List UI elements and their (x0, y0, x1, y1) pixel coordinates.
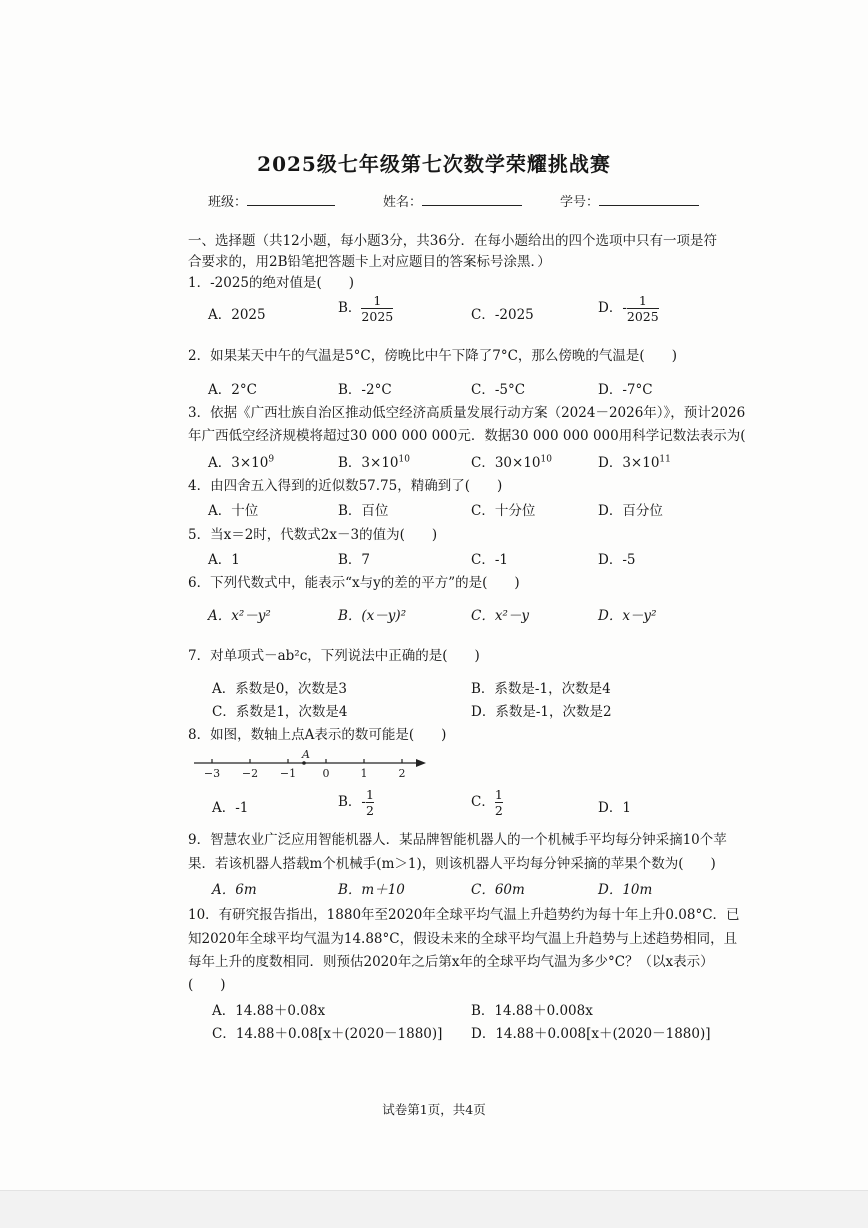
q1-stem: 1．-2025的绝对值是( ) (188, 275, 355, 291)
q8-option-c-fraction (495, 788, 503, 817)
q1-option-a: A．2025 (208, 307, 266, 323)
number-line-tick-label: 2 (398, 767, 406, 780)
q3-stem-line2: 年广西低空经济规模将超过30 000 000 000元．数据30 000 000 000用科学记数法表示为( (188, 428, 746, 444)
name-label: 姓名： (383, 195, 423, 210)
number-line-tick-label: −2 (241, 767, 259, 780)
q10-option-a: A．14.88＋0.08x (212, 1003, 326, 1019)
q10-stem-line4: ( ) (188, 977, 226, 993)
fraction-numerator: 1 (365, 787, 374, 802)
class-label: 班级： (208, 195, 248, 210)
q8-stem: 8．如图，数轴上点A表示的数可能是( ) (188, 727, 447, 743)
q7-option-b: B．系数是-1，次数是4 (471, 681, 611, 697)
q9-option-c: C．60m (471, 882, 525, 898)
q3-option-d (598, 451, 671, 471)
number-line-arrow (416, 759, 426, 767)
q3-option-b-exponent: 10 (398, 454, 410, 465)
number-line-tick-label: 0 (322, 767, 330, 780)
q3-option-b (338, 451, 410, 471)
q3-option-c-base: C．30×10 (471, 455, 541, 471)
q5-option-b: B．7 (338, 552, 371, 568)
q7-option-a: A．系数是0，次数是3 (212, 681, 347, 697)
fraction-denominator: 2025 (626, 309, 659, 325)
q3-option-c-exponent: 10 (540, 454, 552, 465)
q9-option-a: A．6m (212, 882, 257, 898)
class-blank (247, 195, 335, 206)
q10-option-c: C．14.88＋0.08[x＋(2020－1880)] (212, 1026, 443, 1042)
fraction-denominator: 2 (494, 803, 503, 819)
section-heading-cont: 合要求的，用2B铅笔把答题卡上对应题目的答案标号涂黑．） (188, 254, 551, 270)
number-line (192, 746, 432, 782)
q6-option-d: D．x－y² (598, 608, 657, 624)
point-a-dot (302, 761, 306, 765)
q8-option-c (471, 788, 503, 817)
q8-option-b-fraction (366, 788, 374, 817)
q5-option-c: C．-1 (471, 552, 508, 568)
q5-option-a: A．1 (208, 552, 240, 568)
page-title: 2025级七年级第七次数学荣耀挑战赛 (257, 152, 611, 176)
q8-option-b-prefix: B．- (338, 794, 366, 811)
q8-option-d: D．1 (598, 800, 631, 816)
q7-option-c: C．系数是1，次数是4 (212, 704, 348, 720)
q3-option-a-base: A．3×10 (208, 455, 269, 471)
id-blank (599, 195, 699, 206)
q8-option-b (338, 788, 374, 817)
name-field (383, 191, 522, 210)
q1-option-c: C．-2025 (471, 307, 534, 323)
q1-option-b-fraction (361, 294, 393, 323)
q6-option-a: A．x²－y² (208, 608, 271, 624)
q2-option-c: C．-5°C (471, 382, 526, 398)
section-heading: 一、选择题（共12小题，每小题3分，共36分．在每小题给出的四个选项中只有一项是符 (188, 233, 717, 249)
q1-option-b (338, 294, 393, 323)
q4-option-d: D．百分位 (598, 503, 663, 519)
number-line-tick-label: −3 (203, 767, 221, 780)
q3-option-d-exponent: 11 (659, 454, 671, 465)
q2-stem: 2．如果某天中午的气温是5°C，傍晚比中午下降了7°C，那么傍晚的气温是( ) (188, 348, 677, 364)
q10-stem-line1: 10．有研究报告指出，1880年至2020年全球平均气温上升趋势约为每十年上升0.08°C．已 (188, 907, 740, 923)
q2-option-d: D．-7°C (598, 382, 653, 398)
q9-stem-line2: 果．若该机器人搭载m个机械手(m＞1)，则该机器人平均每分钟采摘的苹果个数为( ) (188, 856, 716, 872)
fraction-denominator: 2 (365, 803, 374, 819)
q8-option-c-prefix: C． (471, 794, 495, 811)
q1-option-d-prefix: D．- (598, 300, 627, 317)
q2-option-a: A．2°C (208, 382, 257, 398)
q4-option-a: A．十位 (208, 503, 259, 519)
q6-stem: 6．下列代数式中，能表示“x与y的差的平方”的是( ) (188, 575, 520, 591)
q10-option-b: B．14.88＋0.008x (471, 1003, 593, 1019)
q9-option-d: D．10m (598, 882, 653, 898)
q1-option-d (598, 294, 659, 323)
id-label: 学号： (560, 195, 600, 210)
q7-stem: 7．对单项式－ab²c，下列说法中正确的是( ) (188, 648, 480, 664)
q3-stem-line1: 3．依据《广西壮族自治区推动低空经济高质量发展行动方案（2024－2026年）》，预计2026 (188, 405, 746, 421)
class-field (208, 191, 335, 210)
q5-stem: 5．当x＝2时，代数式2x－3的值为( ) (188, 527, 438, 543)
q3-option-d-base: D．3×10 (598, 455, 660, 471)
point-a-label: A (302, 748, 310, 761)
q1-option-d-fraction (627, 294, 659, 323)
q3-option-c (471, 451, 552, 471)
fraction-numerator: 1 (373, 293, 382, 308)
q6-option-c: C．x²－y (471, 608, 529, 624)
q1-option-b-prefix: B． (338, 300, 362, 317)
q4-stem: 4．由四舍五入得到的近似数57.75，精确到了( ) (188, 478, 503, 494)
fraction-denominator: 2025 (361, 309, 394, 325)
number-line-tick-label: −1 (279, 767, 297, 780)
q7-option-d: D．系数是-1，次数是2 (471, 704, 612, 720)
q3-option-a-exponent: 9 (268, 454, 275, 465)
q10-option-d: D．14.88＋0.008[x＋(2020－1880)] (471, 1026, 711, 1042)
fraction-numerator: 1 (638, 293, 647, 308)
q5-option-d: D．-5 (598, 552, 636, 568)
q9-stem-line1: 9．智慧农业广泛应用智能机器人．某品牌智能机器人的一个机械手平均每分钟采摘10个苹 (188, 832, 727, 848)
bottom-strip (0, 1190, 868, 1228)
fraction-numerator: 1 (494, 787, 503, 802)
q4-option-b: B．百位 (338, 503, 389, 519)
q10-stem-line3: 每年上升的度数相同．则预估2020年之后第x年的全球平均气温为多少°C？（以x表示） (188, 954, 714, 970)
q2-option-b: B．-2°C (338, 382, 392, 398)
q4-option-c: C．十分位 (471, 503, 536, 519)
q6-option-b: B．(x－y)² (338, 608, 407, 624)
q3-option-b-base: B．3×10 (338, 455, 399, 471)
id-field (560, 191, 699, 210)
name-blank (422, 195, 522, 206)
q3-option-a (208, 451, 274, 471)
number-line-tick-label: 1 (360, 767, 368, 780)
q9-option-b: B．m＋10 (338, 882, 405, 898)
q8-option-a: A．-1 (212, 800, 249, 816)
q10-stem-line2: 知2020年全球平均气温为14.88°C，假设未来的全球平均气温上升趋势与上述趋势相同，且 (188, 931, 738, 947)
page-footer: 试卷第1页，共4页 (382, 1102, 486, 1117)
